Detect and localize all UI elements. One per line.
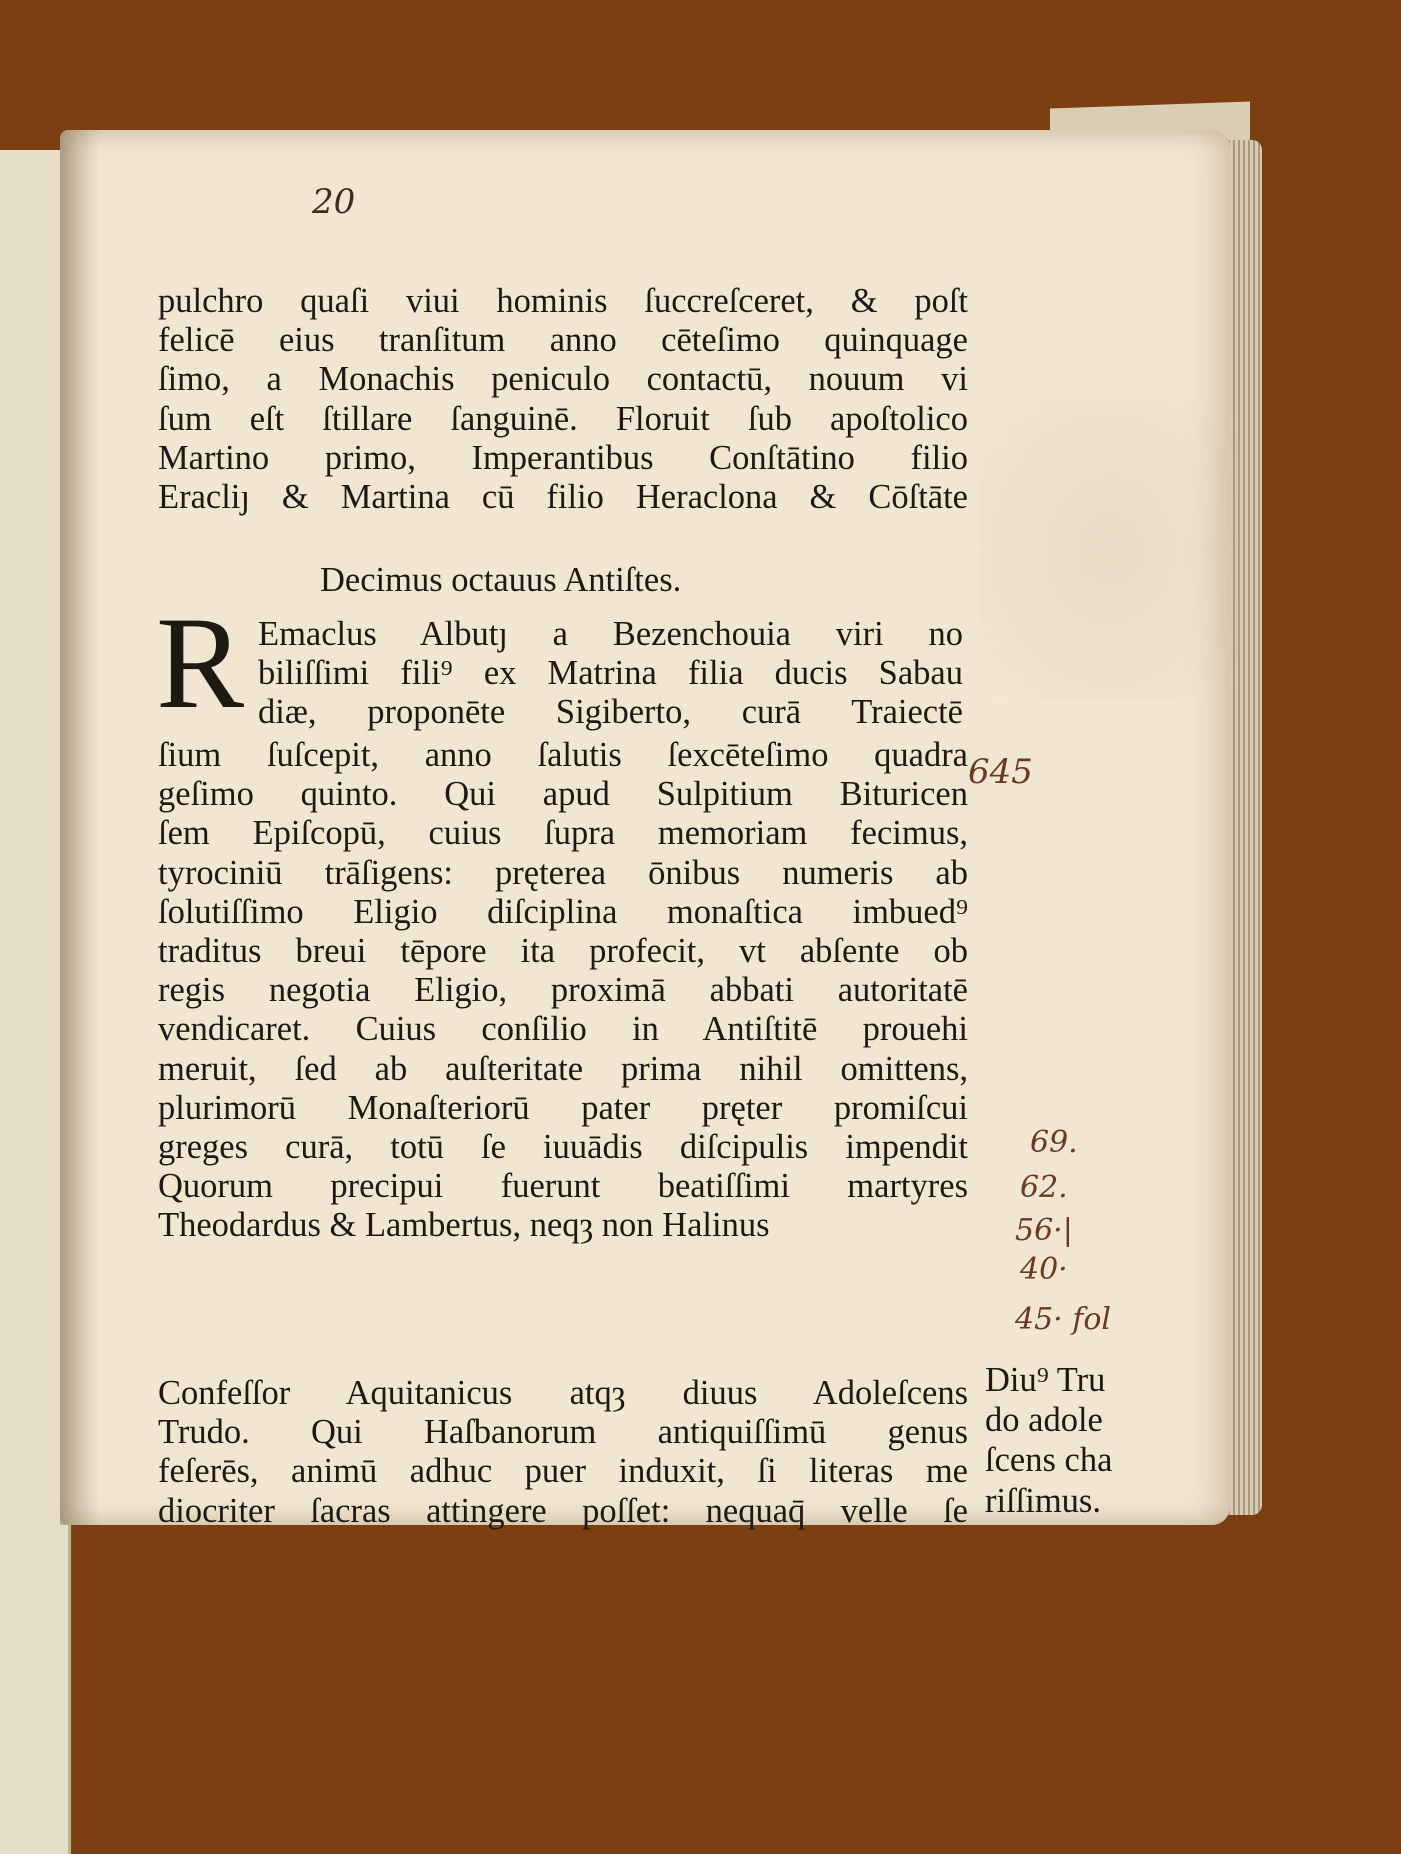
spine-shadow: [60, 130, 100, 1525]
text-line: ſium ſuſcepit, anno ſalutis ſexcēteſimo quadra: [158, 736, 968, 774]
text-line: ſum eſt ſtillare ſanguinē. Floruit ſub apoſtolico: [158, 399, 968, 438]
text-line: Emaclus Albutȷ a Bezenchouia viri no: [258, 615, 963, 653]
text-line: Trudo. Qui Haſbanorum antiquiſſimū genus: [158, 1413, 968, 1452]
text-line: vendicaret. Cuius conſilio in Antiſtitē prouehi: [158, 1010, 968, 1049]
text-line: regis negotia Eligio, proximā abbati autoritatē: [158, 971, 968, 1010]
text-line: felicē eius tranſitum anno cēteſimo quinquage: [158, 321, 968, 360]
side-note-line: ſcens cha: [985, 1441, 1113, 1480]
side-note-line: Diu⁹ Tru: [985, 1361, 1106, 1399]
margin-note: 40·: [1020, 1252, 1068, 1287]
side-note-line: do adole: [985, 1401, 1103, 1440]
margin-note: 56·|: [1015, 1213, 1073, 1248]
text-line: plurimorū Monaſteriorū pater pręter promiſcui: [158, 1088, 968, 1127]
text-line: Martino primo, Imperantibus Conſtātino filio: [158, 438, 968, 477]
text-line: greges curā, totū ſe iuuādis diſcipulis impendit: [158, 1127, 968, 1166]
text-block-2: [158, 735, 968, 1244]
text-line: diæ, proponēte Sigiberto, curā Traiectē: [258, 693, 963, 732]
text-line: biliſſimi fili⁹ ex Matrina filia ducis Sabau: [258, 654, 963, 693]
text-block-1: [158, 282, 968, 517]
paper-stain: [980, 400, 1240, 700]
margin-note-year: 645: [968, 752, 1033, 792]
text-line: Confeſſor Aquitanicus atqȝ diuus Adoleſcens: [158, 1374, 968, 1412]
text-line: ſem Epiſcopū, cuius ſupra memoriam fecimus,: [158, 814, 968, 853]
margin-note: 62.: [1020, 1170, 1068, 1205]
margin-note: 69.: [1030, 1125, 1078, 1160]
text-line: Eracliȷ & Martina cū filio Heraclona & Cōſtāte: [158, 477, 968, 516]
side-note-line: riſſimus.: [985, 1481, 1101, 1520]
text-line: geſimo quinto. Qui apud Sulpitium Bituricen: [158, 775, 968, 814]
text-line: Quorum precipui fuerunt beatiſſimi martyres: [158, 1167, 968, 1206]
page-number: 20: [312, 182, 356, 222]
text-line: ſimo, a Monachis peniculo contactū, nouum vi: [158, 360, 968, 399]
text-line: feſerēs, animū adhuc puer induxit, ſi literas me: [158, 1452, 968, 1491]
text-line: pulchro quaſi viui hominis ſuccreſceret, & poſt: [158, 282, 968, 320]
text-line: Theodardus & Lambertus, neqȝ non Halinus: [158, 1206, 770, 1245]
section-heading: Decimus octauus Antiſtes.: [320, 561, 682, 599]
text-block-3: [158, 1373, 968, 1530]
text-line: meruit, ſed ab auſteritate prima nihil omittens,: [158, 1049, 968, 1088]
text-block-2-indented: [258, 614, 963, 732]
side-note-column: [985, 1360, 1135, 1521]
margin-note: 45· fol: [1015, 1302, 1112, 1337]
text-line: ſolutiſſimo Eligio diſciplina monaſtica imbued⁹: [158, 892, 968, 931]
drop-cap: R: [156, 589, 245, 736]
text-line: traditus breui tēpore ita profecit, vt abſente ob: [158, 931, 968, 970]
text-line: diocriter ſacras attingere poſſet: nequaq̄ velle ſe: [158, 1491, 968, 1530]
text-line: tyrociniū trāſigens: pręterea ōnibus numeris ab: [158, 853, 968, 892]
